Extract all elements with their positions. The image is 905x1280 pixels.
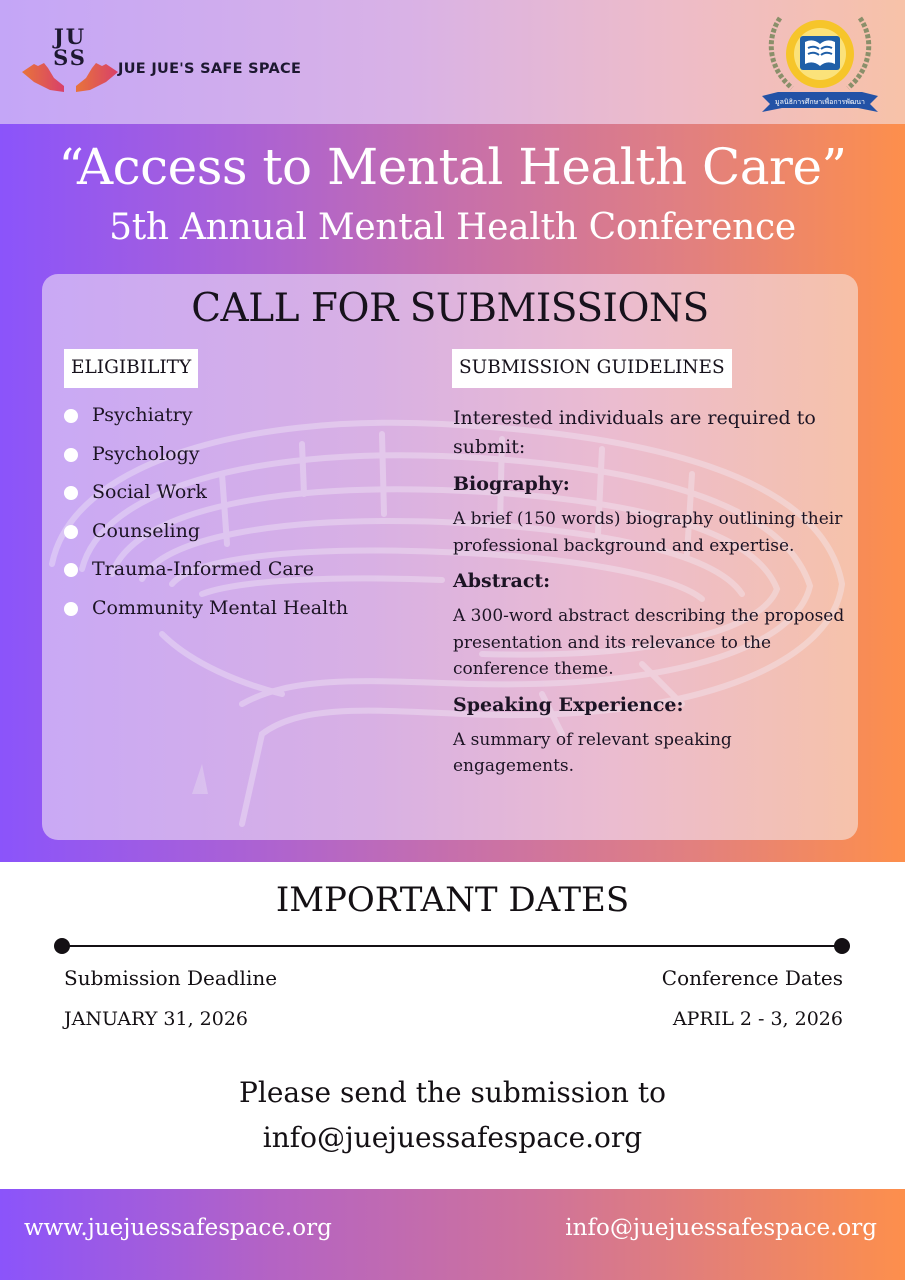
- footer-band: [0, 1189, 905, 1280]
- send-instruction: Please send the submission to: [239, 1076, 666, 1109]
- open-hands-icon: [20, 60, 120, 94]
- eligibility-item: Counseling: [62, 520, 348, 559]
- timeline-start-dot-icon: [54, 938, 70, 954]
- eligibility-item: Community Mental Health: [62, 597, 348, 636]
- logo-letters-top: JU: [53, 24, 87, 49]
- bullet-icon: [64, 563, 78, 577]
- submission-guidelines-label: SUBMISSION GUIDELINES: [452, 349, 732, 388]
- call-for-submissions-card: [42, 274, 858, 840]
- submission-deadline-value: JANUARY 31, 2026: [64, 1008, 249, 1030]
- eligibility-item: Trauma-Informed Care: [62, 558, 348, 597]
- logo-letters-bottom: SS: [53, 45, 87, 70]
- speaking-experience-text: A summary of relevant speaking engagements.: [453, 729, 732, 776]
- bullet-icon: [64, 602, 78, 616]
- speaking-experience-heading: Speaking Experience:: [453, 693, 684, 716]
- footer-email-link[interactable]: info@juejuessafespace.org: [565, 1215, 877, 1241]
- call-for-submissions-heading: CALL FOR SUBMISSIONS: [191, 286, 709, 331]
- biography-text: A brief (150 words) biography outlining their professional background and expertise.: [453, 509, 843, 556]
- biography-heading: Biography:: [453, 473, 570, 495]
- conference-theme-title: “Access to Mental Health Care”: [58, 138, 847, 196]
- submission-email-link[interactable]: info@juejuessafespace.org: [262, 1121, 643, 1154]
- bullet-icon: [64, 448, 78, 462]
- eligibility-item: Social Work: [62, 481, 348, 520]
- eligibility-label: ELIGIBILITY: [64, 349, 198, 388]
- conference-dates-label: Conference Dates: [661, 966, 843, 990]
- bullet-icon: [64, 486, 78, 500]
- header-band: [0, 0, 905, 124]
- eligibility-list: [62, 404, 348, 636]
- abstract-text: A 300-word abstract describing the proposed presentation and its relevance to the conference theme.: [453, 606, 845, 679]
- timeline-line: [62, 945, 842, 947]
- svg-text:มูลนิธิการศึกษาเพื่อการพัฒนา: มูลนิธิการศึกษาเพื่อการพัฒนา: [775, 98, 865, 106]
- conference-subtitle: 5th Annual Mental Health Conference: [109, 207, 796, 248]
- bullet-icon: [64, 409, 78, 423]
- hands-logo-icon: [20, 26, 120, 96]
- guidelines-intro: Interested individuals are required to submit:: [453, 407, 816, 458]
- submission-guidelines: [453, 404, 848, 780]
- submission-deadline-label: Submission Deadline: [64, 966, 278, 990]
- timeline-end-dot-icon: [834, 938, 850, 954]
- organization-name: JUE JUE'S SAFE SPACE: [118, 61, 302, 77]
- eligibility-item: Psychology: [62, 443, 348, 482]
- eligibility-item: Psychiatry: [62, 404, 348, 443]
- abstract-heading: Abstract:: [453, 570, 551, 592]
- conference-dates-value: APRIL 2 - 3, 2026: [672, 1008, 843, 1030]
- footer-website-link[interactable]: www.juejuessafespace.org: [24, 1215, 332, 1241]
- timeline-divider: [54, 938, 850, 954]
- bullet-icon: [64, 525, 78, 539]
- jjss-logo: [20, 26, 300, 96]
- important-dates-heading: IMPORTANT DATES: [275, 880, 630, 920]
- foundation-emblem-icon: [758, 8, 882, 116]
